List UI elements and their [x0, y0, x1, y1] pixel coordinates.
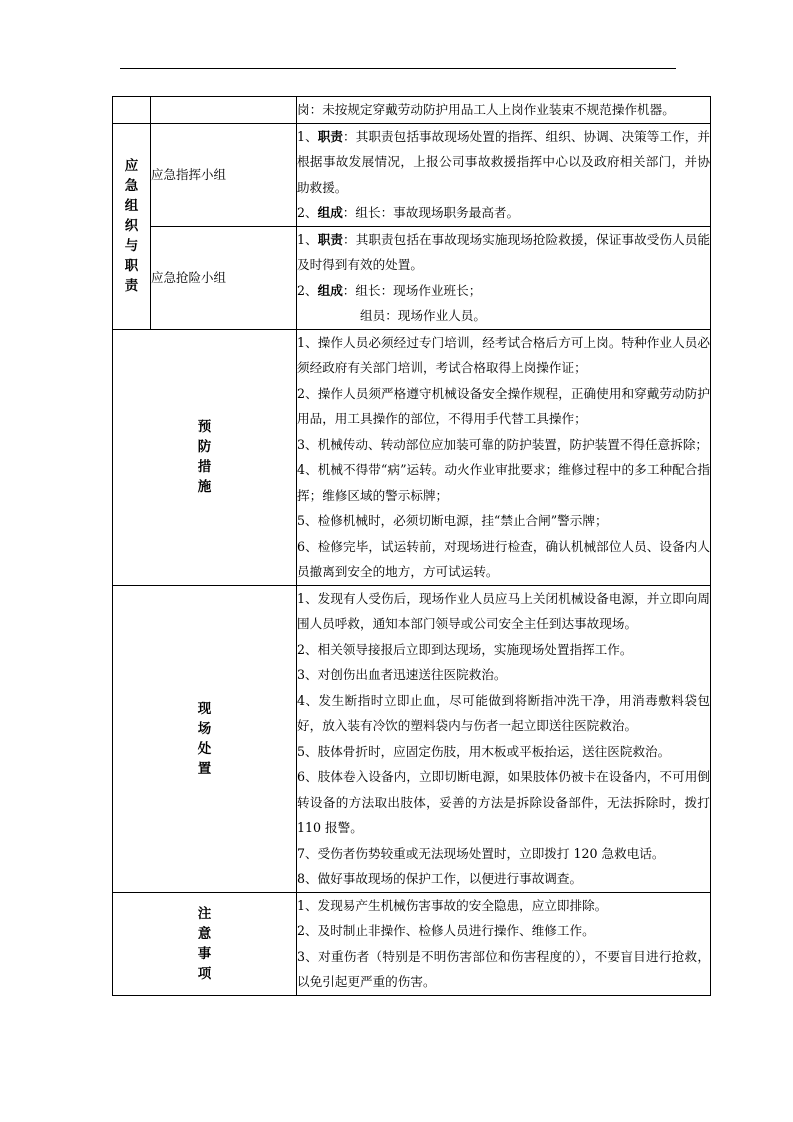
inline-bold-label: 组成	[317, 282, 343, 298]
row-label-prevention-measures	[113, 329, 297, 585]
content-line-indented: 组员：现场作业人员。	[360, 308, 486, 323]
list-number: 1、	[297, 128, 318, 144]
inline-bold-label: 职责	[317, 128, 344, 144]
cell-rescue-group-duties	[297, 226, 711, 329]
table-body	[113, 97, 711, 996]
cell-continued-hazard	[297, 97, 711, 124]
cell-prevention-measures	[297, 329, 711, 585]
content-line: 1、操作人员必须经过专门培训，经考试合格后方可上岗。特种作业人员必须经政府有关部门培训，考试合格取得上岗操作证；	[297, 334, 710, 375]
row-label-emergency-organization	[113, 123, 151, 329]
list-number: 1、	[297, 231, 318, 247]
row-label-onsite-handling	[113, 585, 297, 892]
content-line: 3、对创伤出血者迅速送往医院救治。	[297, 667, 507, 682]
content-line: 5、检修机械时，必须切断电源，挂“禁止合闸”警示牌；	[297, 513, 608, 528]
row-label-rescue-group: 应急抢险小组	[151, 226, 297, 329]
content-line: 8、做好事故现场的保护工作，以便进行事故调查。	[297, 871, 583, 886]
row-label-col1-empty	[113, 97, 151, 124]
table-row	[113, 585, 711, 892]
content-line: 4、发生断指时立即止血，尽可能做到将断指冲洗干净，用消毒敷料袋包好，放入装有冷饮的塑料袋内与伤者一起立即送往医院救治。	[297, 692, 710, 733]
content-line: 2、及时制止非操作、检修人员进行操作、维修工作。	[297, 923, 595, 938]
table-row	[113, 892, 711, 995]
emergency-card-table-wrapper	[112, 96, 710, 996]
table-row	[113, 226, 711, 329]
list-number: 2、	[297, 282, 318, 298]
content-line	[297, 200, 710, 226]
content-line: 6、检修完毕，试运转前，对现场进行检查，确认机械部位人员、设备内人员撤离到安全的地方，方可试运转。	[297, 538, 710, 579]
table-row	[113, 123, 711, 226]
content-text: ：其职责包括在事故现场实施现场抢险救援，保证事故受伤人员能及时得到有效的处置。	[297, 231, 711, 272]
vertical-label-text: 应 急 组 织 与 职 责	[124, 158, 139, 294]
table-row	[113, 97, 711, 124]
vertical-label-text: 预 防 措 施	[197, 419, 212, 495]
content-text: ：组长：事故现场职务最高者。	[342, 205, 520, 220]
content-line: 3、机械传动、转动部位应加装可靠的防护装置，防护装置不得任意拆除；	[297, 436, 709, 452]
content-line	[297, 124, 710, 201]
content-line: 3、对重伤者（特别是不明伤害部位和伤害程度的），不要盲目进行抢救，以免引起更严重的伤害。	[297, 948, 710, 989]
content-line: 岗：未按规定穿戴劳动防护用品工人上岗作业装束不规范操作机器。	[297, 102, 675, 117]
list-number: 2、	[297, 205, 318, 220]
content-line: 1、发现易产生机械伤害事故的安全隐患，应立即排除。	[297, 897, 608, 913]
content-line	[297, 227, 710, 278]
row-label-notes	[113, 892, 297, 995]
content-line: 4、机械不得带“病”运转。动火作业审批要求；维修过程中的多工种配合指挥；维修区域的警示标牌；	[297, 462, 710, 503]
content-line: 5、肢体骨折时，应固定伤肢，用木板或平板抬运，送往医院救治。	[297, 743, 671, 759]
content-line: 2、相关领导接报后立即到达现场，实施现场处置指挥工作。	[297, 641, 633, 657]
cell-command-group-duties	[297, 123, 711, 226]
inline-bold-label: 职责	[317, 231, 344, 247]
emergency-card-table	[112, 96, 711, 996]
inline-bold-label: 组成	[317, 205, 343, 220]
vertical-label-text: 注 意 事 项	[197, 905, 212, 982]
page-header-rule	[120, 68, 676, 69]
row-label-col2-empty	[151, 97, 297, 124]
content-line: 2、操作人员须严格遵守机械设备安全操作规程，正确使用和穿戴劳动防护用品，用工具操作的部位，不得用手代替工具操作；	[297, 385, 710, 426]
table-row	[113, 329, 711, 585]
content-line	[297, 278, 710, 304]
cell-onsite-handling	[297, 585, 711, 892]
content-text: ：其职责包括事故现场处置的指挥、组织、协调、决策等工作，并根据事故发展情况，上报公司事故救援指挥中心以及政府相关部门，并协助救援。	[297, 128, 711, 195]
content-text: ：组长：现场作业班长；	[342, 282, 482, 298]
content-line: 7、受伤者伤势较重或无法现场处置时，立即拨打 120 急救电话。	[297, 845, 665, 861]
cell-notes	[297, 892, 711, 995]
row-label-command-group: 应急指挥小组	[151, 123, 297, 226]
content-line: 6、肢体卷入设备内，立即切断电源，如果肢体仍被卡在设备内，不可用倒转设备的方法取出肢体，妥善的方法是拆除设备部件，无法拆除时，拨打 110 报警。	[297, 769, 710, 835]
content-line: 1、发现有人受伤后，现场作业人员应马上关闭机械设备电源，并立即向周围人员呼救，通知本部门领导或公司安全主任到达事故现场。	[297, 590, 710, 631]
vertical-label-text: 现 场 处 置	[197, 700, 212, 777]
